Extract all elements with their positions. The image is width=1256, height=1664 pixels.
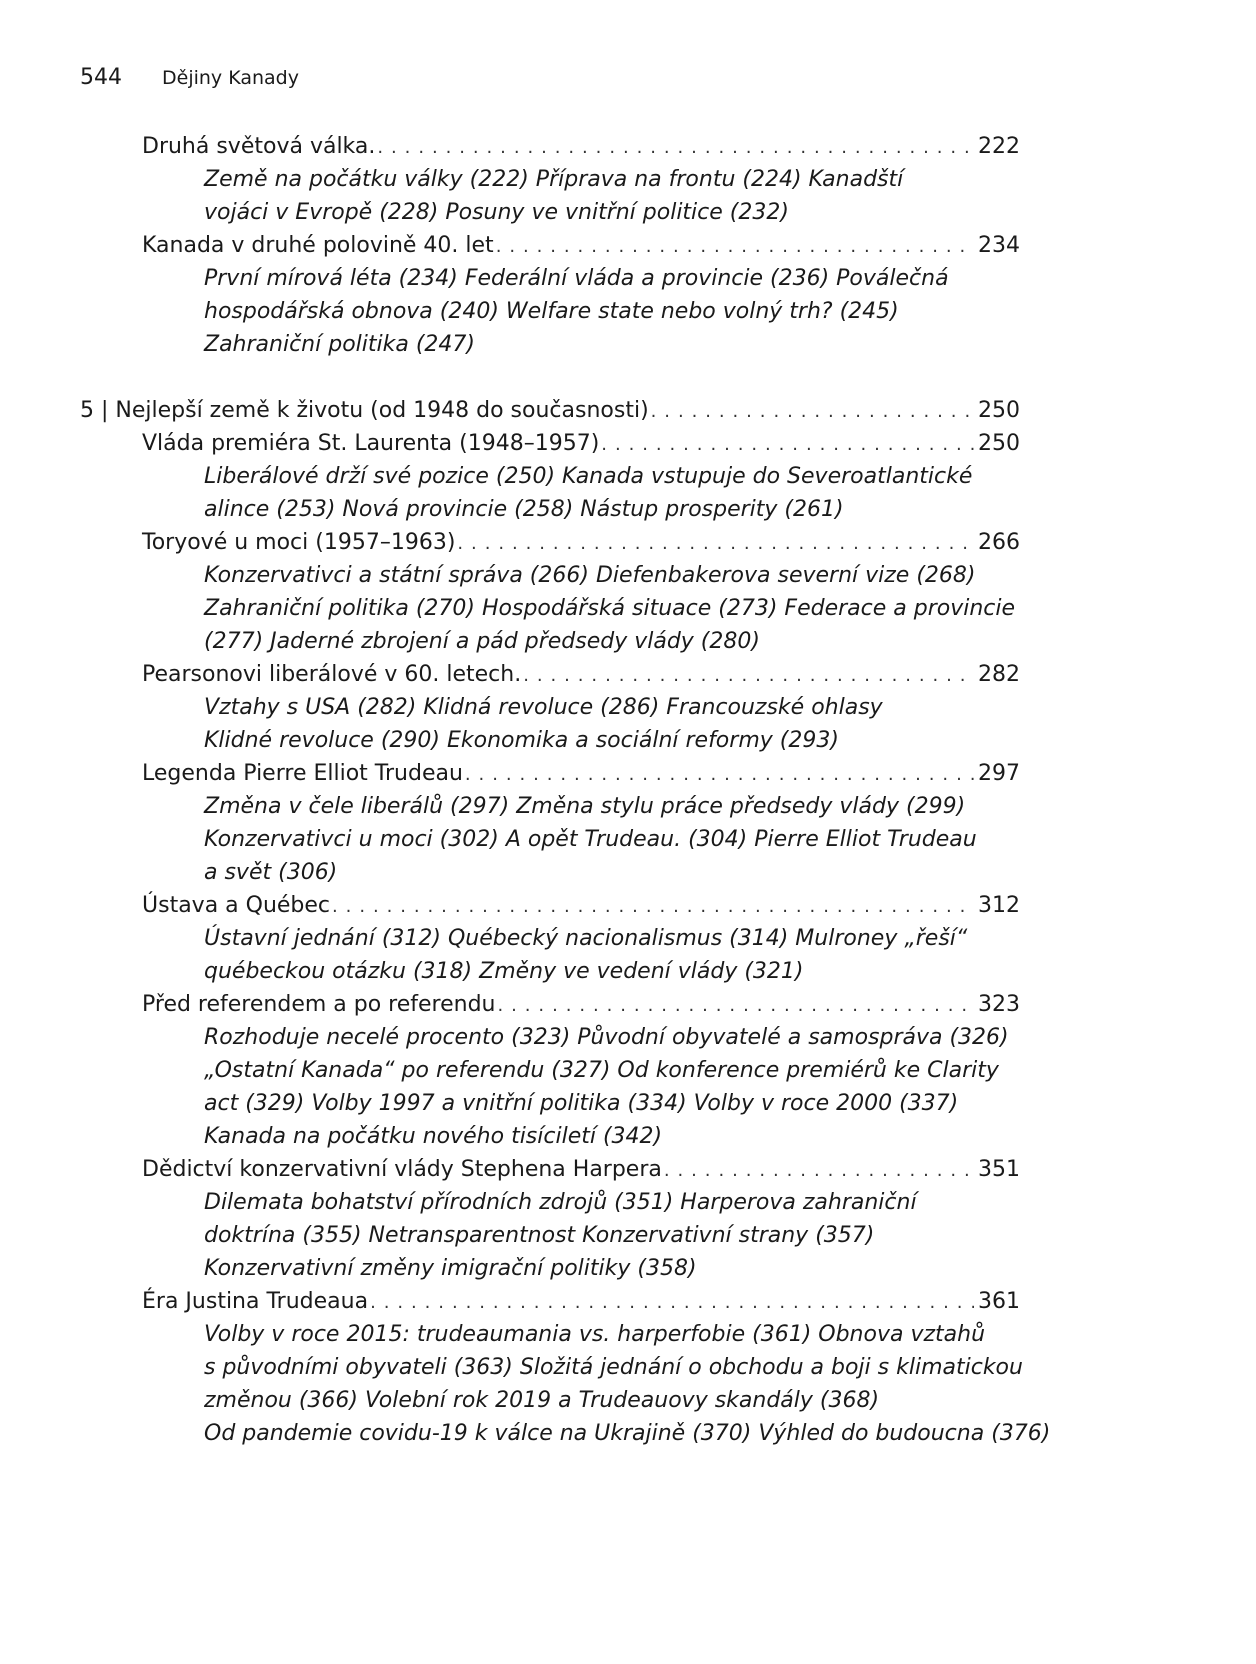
toc-subtopics: [204, 691, 1024, 757]
toc-subtopic-line: Konzervativci u moci (302) A opět Trudeau. (304) Pierre Elliot Trudeau: [204, 827, 977, 852]
toc-section-entry: [0, 988, 1020, 1021]
dot-leader: [496, 230, 974, 263]
toc-subtopics: [204, 922, 1024, 988]
table-of-contents: [0, 130, 1256, 1450]
toc-entry-title: Pearsonovi liberálové v 60. letech.: [142, 662, 522, 687]
toc-subtopic-line: hospodářská obnova (240) Welfare state nebo volný trh? (245): [204, 299, 899, 324]
toc-subtopics: [204, 1021, 1024, 1153]
toc-section-entry: [0, 526, 1020, 559]
toc-entry-title: Ústava a Québec: [142, 893, 331, 918]
toc-subtopic-line: a svět (306): [204, 860, 338, 885]
toc-entry-title: Toryové u moci (1957–1963): [142, 530, 456, 555]
toc-subtopics: [204, 460, 1024, 526]
toc-section-entry: [0, 1285, 1020, 1318]
toc-entry-title: Před referendem a po referendu: [142, 992, 496, 1017]
dot-leader: [601, 428, 974, 461]
toc-entry-page: 250: [978, 398, 1020, 423]
toc-section-entry: [0, 658, 1020, 691]
toc-entry-title: Druhá světová válka.: [142, 134, 376, 159]
toc-section-entry: [0, 229, 1020, 262]
running-head: [80, 62, 299, 94]
toc-entry-title: Legenda Pierre Elliot Trudeau: [142, 761, 463, 786]
toc-entry-title: 5 | Nejlepší země k životu (od 1948 do současnosti): [80, 398, 649, 423]
toc-subtopics: [204, 262, 1024, 361]
toc-subtopic-line: Od pandemie covidu-19 k válce na Ukrajině (370) Výhled do budoucna (376): [204, 1421, 1051, 1446]
toc-subtopic-line: Zahraniční politika (270) Hospodářská situace (273) Federace a provincie: [204, 596, 1016, 621]
dot-leader: [332, 890, 974, 923]
toc-subtopics: [204, 1186, 1024, 1285]
dot-leader: [523, 659, 974, 692]
toc-subtopic-line: Volby v roce 2015: trudeaumania vs. harperfobie (361) Obnova vztahů: [204, 1322, 986, 1347]
toc-entry-title: Éra Justina Trudeaua: [142, 1289, 369, 1314]
book-title: Dějiny Kanady: [162, 67, 299, 89]
toc-entry-page: 297: [978, 761, 1020, 786]
toc-entry-title: Dědictví konzervativní vlády Stephena Harpera: [142, 1157, 662, 1182]
toc-subtopic-line: „Ostatní Kanada“ po referendu (327) Od konference premiérů ke Clarity: [204, 1058, 999, 1083]
toc-entry-title: Vláda premiéra St. Laurenta (1948–1957): [142, 431, 600, 456]
toc-chapter-entry: [0, 394, 1020, 427]
toc-subtopic-line: Rozhoduje necelé procento (323) Původní obyvatelé a samospráva (326): [204, 1025, 1009, 1050]
toc-subtopic-line: Vztahy s USA (282) Klidná revoluce (286) Francouzské ohlasy: [204, 695, 883, 720]
toc-subtopic-line: Liberálové drží své pozice (250) Kanada vstupuje do Severoatlantické: [204, 464, 973, 489]
toc-entry-page: 312: [978, 893, 1020, 918]
page-number: 544: [80, 65, 122, 90]
toc-entry-page: 323: [978, 992, 1020, 1017]
toc-subtopic-line: Konzervativci a státní správa (266) Diefenbakerova severní vize (268): [204, 563, 976, 588]
toc-subtopic-line: První mírová léta (234) Federální vláda a provincie (236) Poválečná: [204, 266, 949, 291]
toc-subtopic-line: doktrína (355) Netransparentnost Konzervativní strany (357): [204, 1223, 875, 1248]
toc-subtopics: [204, 163, 1024, 229]
toc-subtopic-line: Konzervativní změny imigrační politiky (358): [204, 1256, 697, 1281]
dot-leader: [465, 758, 974, 791]
toc-entry-page: 282: [978, 662, 1020, 687]
dot-leader: [457, 527, 974, 560]
toc-section-entry: [0, 427, 1020, 460]
toc-entry-page: 361: [978, 1289, 1020, 1314]
toc-entry-page: 222: [978, 134, 1020, 159]
toc-subtopic-line: vojáci v Evropě (228) Posuny ve vnitřní politice (232): [204, 200, 789, 225]
toc-entry-page: 351: [978, 1157, 1020, 1182]
dot-leader: [370, 1286, 974, 1319]
toc-subtopic-line: act (329) Volby 1997 a vnitřní politika (334) Volby v roce 2000 (337): [204, 1091, 959, 1116]
toc-subtopic-line: s původními obyvateli (363) Složitá jednání o obchodu a boji s klimatickou: [204, 1355, 1023, 1380]
dot-leader: [651, 395, 974, 428]
toc-entry-page: 234: [978, 233, 1020, 258]
toc-subtopic-line: Kanada na počátku nového tisíciletí (342): [204, 1124, 663, 1149]
toc-subtopic-line: Dilemata bohatství přírodních zdrojů (351) Harperova zahraniční: [204, 1190, 917, 1215]
toc-subtopic-line: změnou (366) Volební rok 2019 a Trudeauovy skandály (368): [204, 1388, 880, 1413]
toc-subtopic-line: (277) Jaderné zbrojení a pád předsedy vlády (280): [204, 629, 760, 654]
toc-subtopic-line: Země na počátku války (222) Příprava na frontu (224) Kanadští: [204, 167, 904, 192]
toc-subtopic-line: Klidné revoluce (290) Ekonomika a sociální reformy (293): [204, 728, 839, 753]
toc-entry-title: Kanada v druhé polovině 40. let: [142, 233, 494, 258]
toc-subtopic-line: québeckou otázku (318) Změny ve vedení vlády (321): [204, 959, 804, 984]
toc-entry-page: 250: [978, 431, 1020, 456]
toc-section-entry: [0, 130, 1020, 163]
toc-subtopics: [204, 790, 1024, 889]
toc-subtopic-line: Ústavní jednání (312) Québecký nacionalismus (314) Mulroney „řeší“: [204, 926, 968, 951]
chapter-spacer: [0, 361, 1256, 394]
toc-subtopics: [204, 559, 1024, 658]
toc-subtopic-line: Změna v čele liberálů (297) Změna stylu práce předsedy vlády (299): [204, 794, 966, 819]
toc-subtopic-line: Zahraniční politika (247): [204, 332, 475, 357]
toc-subtopics: [204, 1318, 1051, 1450]
toc-subtopic-line: alince (253) Nová provincie (258) Nástup prosperity (261): [204, 497, 844, 522]
toc-entry-page: 266: [978, 530, 1020, 555]
toc-section-entry: [0, 1153, 1020, 1186]
toc-section-entry: [0, 889, 1020, 922]
toc-section-entry: [0, 757, 1020, 790]
dot-leader: [377, 131, 974, 164]
dot-leader: [664, 1154, 974, 1187]
dot-leader: [498, 989, 975, 1022]
